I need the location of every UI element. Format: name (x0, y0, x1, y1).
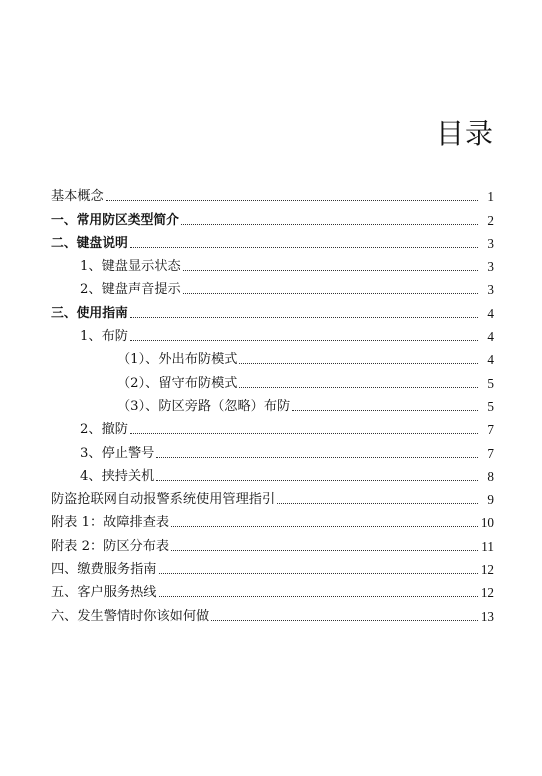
toc-entry-page: 1 (487, 189, 494, 205)
toc-entry-label: 4、挟持关机 (80, 468, 155, 484)
toc-entry-label: 附表 1：故障排查表 (51, 515, 170, 531)
toc-entry[interactable] (51, 462, 494, 485)
toc-entry-label: 2、撤防 (80, 422, 128, 438)
toc-entry[interactable] (51, 205, 494, 228)
toc-entry[interactable] (51, 322, 494, 345)
toc-entry-label: （1）、外出布防模式 (117, 352, 238, 368)
toc-entry-page: 3 (487, 282, 494, 298)
toc-entry[interactable] (51, 392, 494, 415)
dot-leader (211, 620, 478, 621)
toc-entry-page: 12 (480, 585, 494, 601)
toc-entry-page: 5 (487, 398, 494, 414)
toc-entry[interactable] (51, 345, 494, 368)
toc-entry-page: 11 (481, 538, 494, 554)
toc-entry-label: 防盗抢联网自动报警系统使用管理指引 (51, 492, 276, 508)
toc-entry[interactable] (51, 298, 494, 321)
dot-leader (239, 387, 478, 388)
toc-entry-page: 7 (487, 422, 494, 438)
toc-entry[interactable] (51, 182, 494, 205)
toc-entry-page: 4 (487, 305, 494, 321)
toc-entry[interactable] (51, 508, 494, 531)
toc-entry-label: 基本概念 (51, 189, 104, 205)
toc-entry-label: （2）、留守布防模式 (117, 375, 238, 391)
dot-leader (183, 270, 478, 271)
toc-entry-page: 4 (487, 352, 494, 368)
toc-entry-page: 9 (487, 492, 494, 508)
toc-entry-label: 1、布防 (80, 329, 128, 345)
dot-leader (130, 317, 478, 318)
toc-entry[interactable] (51, 275, 494, 298)
dot-leader (183, 293, 478, 294)
toc-entry-page: 12 (480, 562, 494, 578)
toc-entry-label: 一、常用防区类型简介 (51, 212, 179, 228)
toc-entry-label: 五、客户服务热线 (51, 585, 157, 601)
toc-entry-label: （3）、防区旁路（忽略）布防 (117, 398, 291, 414)
dot-leader (130, 247, 478, 248)
toc-entry-page: 8 (487, 468, 494, 484)
toc-entry[interactable] (51, 368, 494, 391)
toc-entry[interactable] (51, 485, 494, 508)
dot-leader (292, 410, 478, 411)
toc-title: 目录 (435, 117, 494, 150)
toc-entry-label: 六、发生警情时你该如何做 (51, 608, 210, 624)
toc-entry-page: 13 (480, 608, 494, 624)
toc-entry-page: 3 (487, 259, 494, 275)
toc-entry-label: 1、键盘显示状态 (80, 259, 181, 275)
toc-entry-label: 二、键盘说明 (51, 235, 128, 251)
toc-entry-page: 3 (487, 235, 494, 251)
toc-entry[interactable] (51, 415, 494, 438)
toc-entry[interactable] (51, 229, 494, 252)
dot-leader (171, 550, 478, 551)
dot-leader (277, 503, 478, 504)
toc-entry-page: 7 (487, 445, 494, 461)
dot-leader (159, 573, 479, 574)
dot-leader (130, 340, 478, 341)
dot-leader (156, 480, 478, 481)
toc-entry-page: 4 (487, 329, 494, 345)
toc-entry-page: 2 (487, 212, 494, 228)
dot-leader (239, 363, 478, 364)
toc-entry-label: 3、停止警号 (80, 445, 155, 461)
toc-entry-label: 2、键盘声音提示 (80, 282, 181, 298)
toc-entry-page: 5 (487, 375, 494, 391)
toc-entry[interactable] (51, 438, 494, 461)
toc-entry-label: 四、缴费服务指南 (51, 562, 157, 578)
dot-leader (156, 457, 478, 458)
dot-leader (130, 433, 478, 434)
toc-entry-label: 三、使用指南 (51, 305, 128, 321)
toc-entry[interactable] (51, 555, 494, 578)
toc-entry[interactable] (51, 252, 494, 275)
dot-leader (181, 224, 478, 225)
dot-leader (171, 526, 478, 527)
table-of-contents (51, 182, 494, 625)
toc-entry[interactable] (51, 601, 494, 624)
dot-leader (159, 596, 479, 597)
toc-entry[interactable] (51, 531, 494, 554)
dot-leader (106, 200, 478, 201)
toc-entry-page: 10 (480, 515, 494, 531)
toc-entry[interactable] (51, 578, 494, 601)
toc-entry-label: 附表 2：防区分布表 (51, 538, 170, 554)
